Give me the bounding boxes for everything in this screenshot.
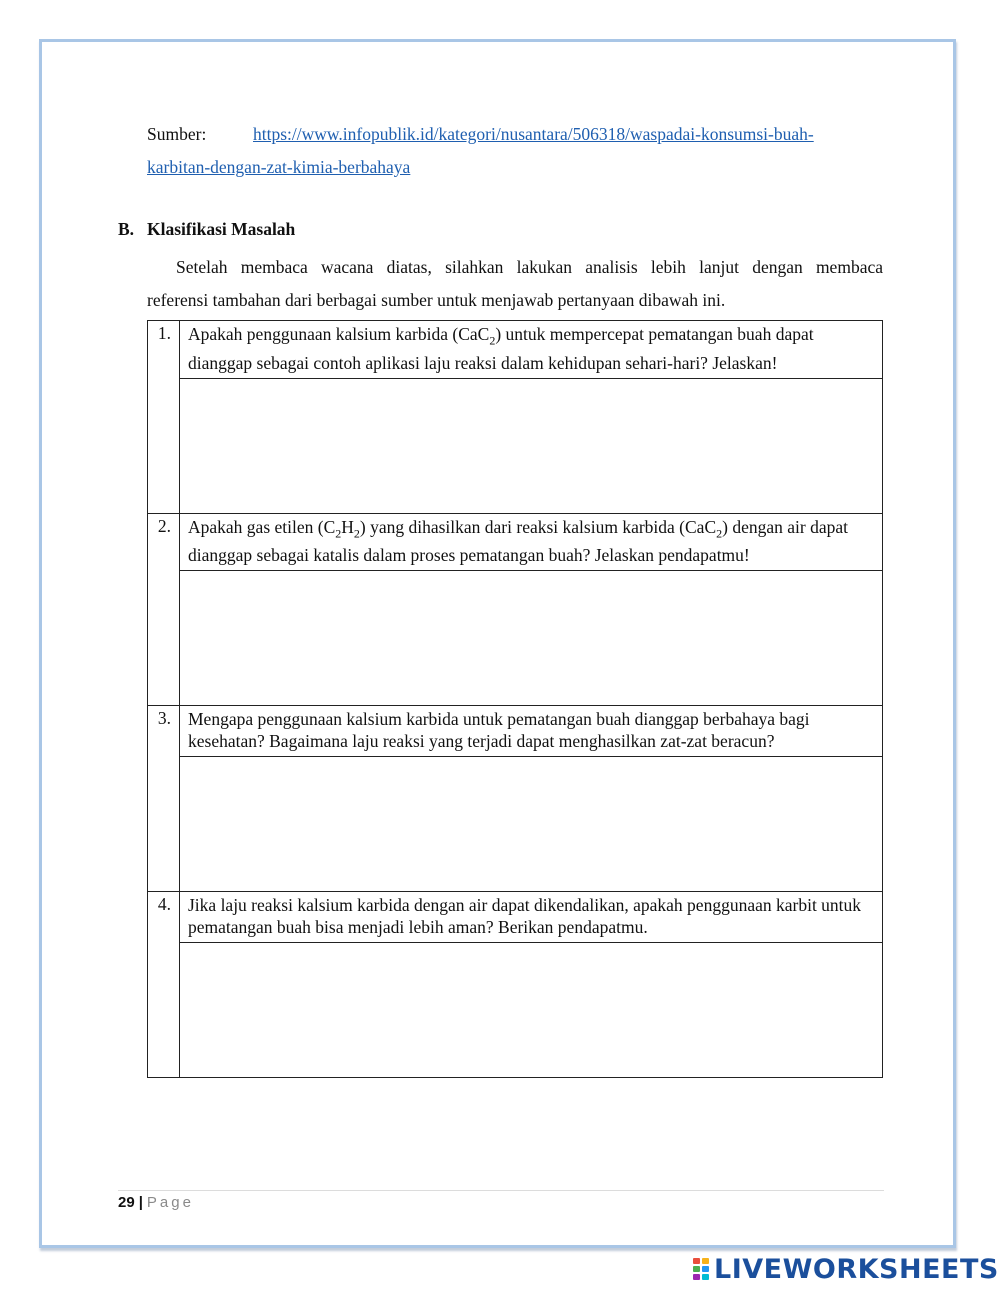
answer-box[interactable] bbox=[180, 757, 883, 892]
question-text: Apakah penggunaan kalsium karbida (CaC$_2$) untuk mempercepat pematangan buah dapat dianggap sebagai contoh aplikasi laju reaksi dalam kehidupan sehari-hari? Jelaskan! bbox=[180, 321, 883, 379]
question-text: Mengapa penggunaan kalsium karbida untuk pematangan buah dianggap berbahaya bagi kesehatan? Bagaimana laju reaksi yang terjadi dapat menghasilkan zat-zat beracun? bbox=[180, 706, 883, 757]
question-text: Apakah gas etilen $(C_2H_2)$ yang dihasilkan dari reaksi kalsium karbida (CaC$_2$) dengan air dapat dianggap sebagai katalis dalam proses pematangan buah? Jelaskan pendapatmu! bbox=[180, 513, 883, 571]
page-label: Page bbox=[146, 1194, 194, 1211]
logo-tile bbox=[693, 1266, 700, 1272]
logo-tile bbox=[693, 1274, 700, 1280]
page-number: 29 bbox=[118, 1194, 135, 1211]
source-citation bbox=[147, 118, 883, 184]
answer-box[interactable] bbox=[180, 571, 883, 706]
logo-tile bbox=[702, 1266, 709, 1272]
section-heading bbox=[118, 219, 295, 240]
question-number: 3. bbox=[148, 706, 180, 892]
intro-line-1: Setelah membaca wacana diatas, silahkan lakukan analisis lebih lanjut dengan membaca bbox=[176, 257, 883, 277]
question-text: Jika laju reaksi kalsium karbida dengan air dapat dikendalikan, apakah penggunaan karbit untuk pematangan buah bisa menjadi lebih aman? Berikan pendapatmu. bbox=[180, 892, 883, 943]
intro-paragraph bbox=[147, 251, 883, 317]
section-letter: B. bbox=[118, 219, 135, 239]
source-link-line1[interactable]: https://www.infopublik.id/kategori/nusantara/506318/waspadai-konsumsi-buah- bbox=[253, 124, 814, 144]
logo-tile bbox=[702, 1274, 709, 1280]
logo-tile bbox=[702, 1258, 709, 1264]
source-label: Sumber: bbox=[147, 124, 207, 144]
answer-box[interactable] bbox=[180, 378, 883, 513]
footer-separator: | bbox=[138, 1194, 143, 1211]
answer-box[interactable] bbox=[180, 943, 883, 1078]
section-title: Klasifikasi Masalah bbox=[147, 219, 296, 239]
footer-divider bbox=[118, 1190, 884, 1191]
page-footer bbox=[118, 1194, 194, 1211]
intro-line-2: referensi tambahan dari berbagai sumber untuk menjawab pertanyaan dibawah ini. bbox=[147, 290, 726, 310]
questions-table bbox=[147, 320, 883, 1078]
brand-name: LIVEWORKSHEETS bbox=[714, 1253, 999, 1285]
question-number: 1. bbox=[148, 321, 180, 514]
liveworksheets-logo-icon bbox=[692, 1257, 710, 1281]
source-link-line2[interactable]: karbitan-dengan-zat-kimia-berbahaya bbox=[147, 157, 411, 177]
logo-tile bbox=[693, 1258, 700, 1264]
question-number: 2. bbox=[148, 513, 180, 706]
question-number: 4. bbox=[148, 892, 180, 1078]
liveworksheets-logo bbox=[692, 1254, 999, 1284]
